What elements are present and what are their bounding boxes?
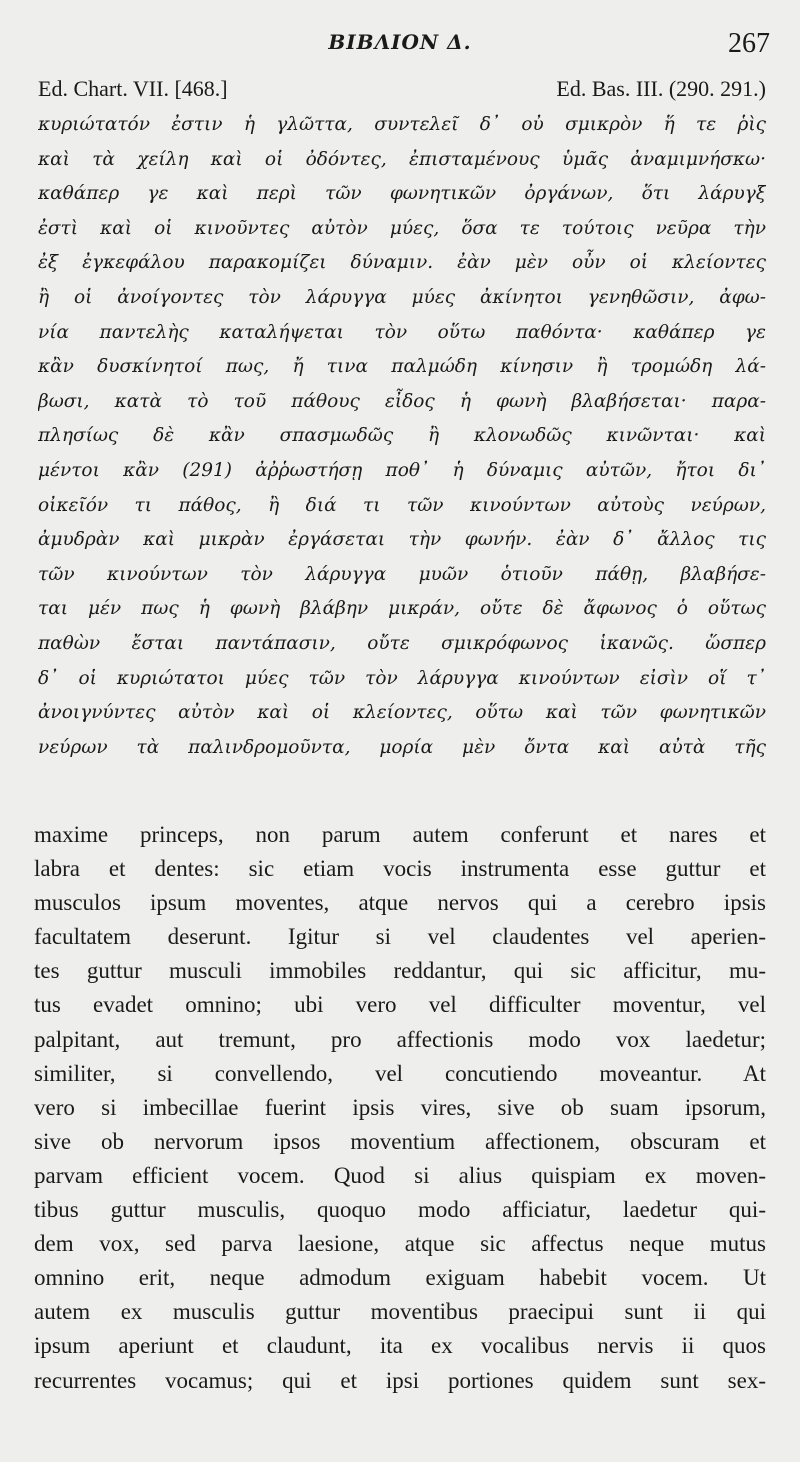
latin-text-line: facultatem deserunt. Igitur si vel claudentes vel aperien- [34,924,766,950]
latin-text-line: autem ex musculis guttur moventibus praecipui sunt ii qui [34,1299,766,1325]
latin-text-line: vero si imbecillae fuerint ipsis vires, sive ob suam ipsorum, [34,1094,766,1120]
latin-text-line: similiter, si convellendo, vel concutiendo moveantur. At [34,1060,766,1086]
greek-text-line: ἀνοιγνύντες αὐτὸν καὶ οἱ κλείοντες, οὕτω καὶ τῶν φωνητικῶν [38,702,766,724]
latin-text-line: tus evadet omnino; ubi vero vel difficulter moventur, vel [34,992,766,1018]
latin-text-line: tes guttur musculi immobiles reddantur, qui sic afficitur, mu- [34,958,766,984]
latin-text-line: dem vox, sed parva laesione, atque sic affectus neque mutus [34,1231,766,1257]
latin-text-line: musculos ipsum moventes, atque nervos qui a cerebro ipsis [34,890,766,916]
greek-text-line: οἰκεῖόν τι πάθος, ἢ διά τι τῶν κινούντων αὐτοὺς νεύρων, [38,494,766,516]
latin-text-line: sive ob nervorum ipsos moventium affectionem, obscuram et [34,1128,766,1154]
greek-text-line: δ᾽ οἱ κυριώτατοι μύες τῶν τὸν λάρυγγα κινούντων εἰσὶν οἵ τ᾽ [38,667,766,689]
greek-text-line: ἢ οἱ ἀνοίγοντες τὸν λάρυγγα μύες ἀκίνητοι γενηθῶσιν, ἀφω- [38,286,766,308]
greek-text-line: κἂν δυσκίνητοί πως, ἤ τινα παλμώδη κίνησιν ἢ τρομώδη λά- [38,356,766,378]
greek-text-line: τῶν κινούντων τὸν λάρυγγα μυῶν ὁτιοῦν πάθῃ, βλαβήσε- [38,563,766,585]
greek-text-line: ται μέν πως ἡ φωνὴ βλάβην μικράν, οὔτε δὲ ἄφωνος ὁ οὕτως [38,598,766,620]
edition-chartier-ref: Ed. Chart. VII. [468.] [38,76,228,101]
book-title: ΒΙΒΛΙΟΝ Δ. [328,30,472,54]
latin-text-line: maxime princeps, non parum autem conferunt et nares et [34,822,766,847]
latin-text-line: omnino erit, neque admodum exiguam habebit vocem. Ut [34,1265,766,1291]
greek-text-line: νεύρων τὰ παλινδρομοῦντα, μορία μὲν ὄντα καὶ αὐτὰ τῆς [38,736,766,758]
greek-text-block [38,108,766,765]
edition-basel-ref: Ed. Bas. III. (290. 291.) [556,76,766,101]
greek-text-line: καὶ τὰ χείλη καὶ οἱ ὀδόντες, ἐπισταμένους ὑμᾶς ἀναμιμνήσκω· [38,148,766,170]
latin-text-block [34,818,766,1398]
latin-text-line: labra et dentes: sic etiam vocis instrumenta esse guttur et [34,856,766,882]
greek-text-line: ἀμυδρὰν καὶ μικρὰν ἐργάσεται τὴν φωνήν. ἐὰν δ᾽ ἄλλος τις [38,529,766,551]
greek-text-line: ἐξ ἐγκεφάλου παρακομίζει δύναμιν. ἐὰν μὲν οὖν οἱ κλείοντες [38,252,766,274]
page-number: 267 [728,28,770,59]
edition-reference-line [38,76,766,104]
greek-text-line: ἐστὶ καὶ οἱ κινοῦντες αὐτὸν μύες, ὅσα τε τούτοις νεῦρα τὴν [38,217,766,239]
latin-text-line: recurrentes vocamus; qui et ipsi portiones quidem sunt sex- [34,1367,766,1393]
greek-text-line: βωσι, κατὰ τὸ τοῦ πάθους εἶδος ἡ φωνὴ βλαβήσεται· παρα- [38,390,766,412]
latin-text-line: palpitant, aut tremunt, pro affectionis modo vox laedetur; [34,1026,766,1052]
latin-text-line: parvam efficient vocem. Quod si alius quispiam ex moven- [34,1162,766,1188]
greek-text-line: πλησίως δὲ κἂν σπασμωδῶς ἢ κλονωδῶς κινῶνται· καὶ [38,425,766,447]
greek-text-line: μέντοι κἂν (291) ἀῤῥωστήσῃ ποθ᾽ ἡ δύναμις αὐτῶν, ἤτοι δι᾽ [38,459,766,481]
running-head [0,28,800,68]
greek-text-line: νία παντελὴς καταλήψεται τὸν οὕτω παθόντα· καθάπερ γε [38,321,766,343]
greek-text-line: παθὼν ἔσται παντάπασιν, οὔτε σμικρόφωνος ἱκανῶς. ὥσπερ [38,632,766,654]
greek-text-line: καθάπερ γε καὶ περὶ τῶν φωνητικῶν ὀργάνων, ὅτι λάρυγξ [38,183,766,205]
latin-text-line: ipsum aperiunt et claudunt, ita ex vocalibus nervis ii quos [34,1333,766,1359]
latin-text-line: tibus guttur musculis, quoquo modo afficiatur, laedetur qui- [34,1197,766,1223]
greek-text-line: κυριώτατόν ἐστιν ἡ γλῶττα, συντελεῖ δ᾽ οὐ σμικρὸν ἥ τε ῥὶς [38,114,766,135]
